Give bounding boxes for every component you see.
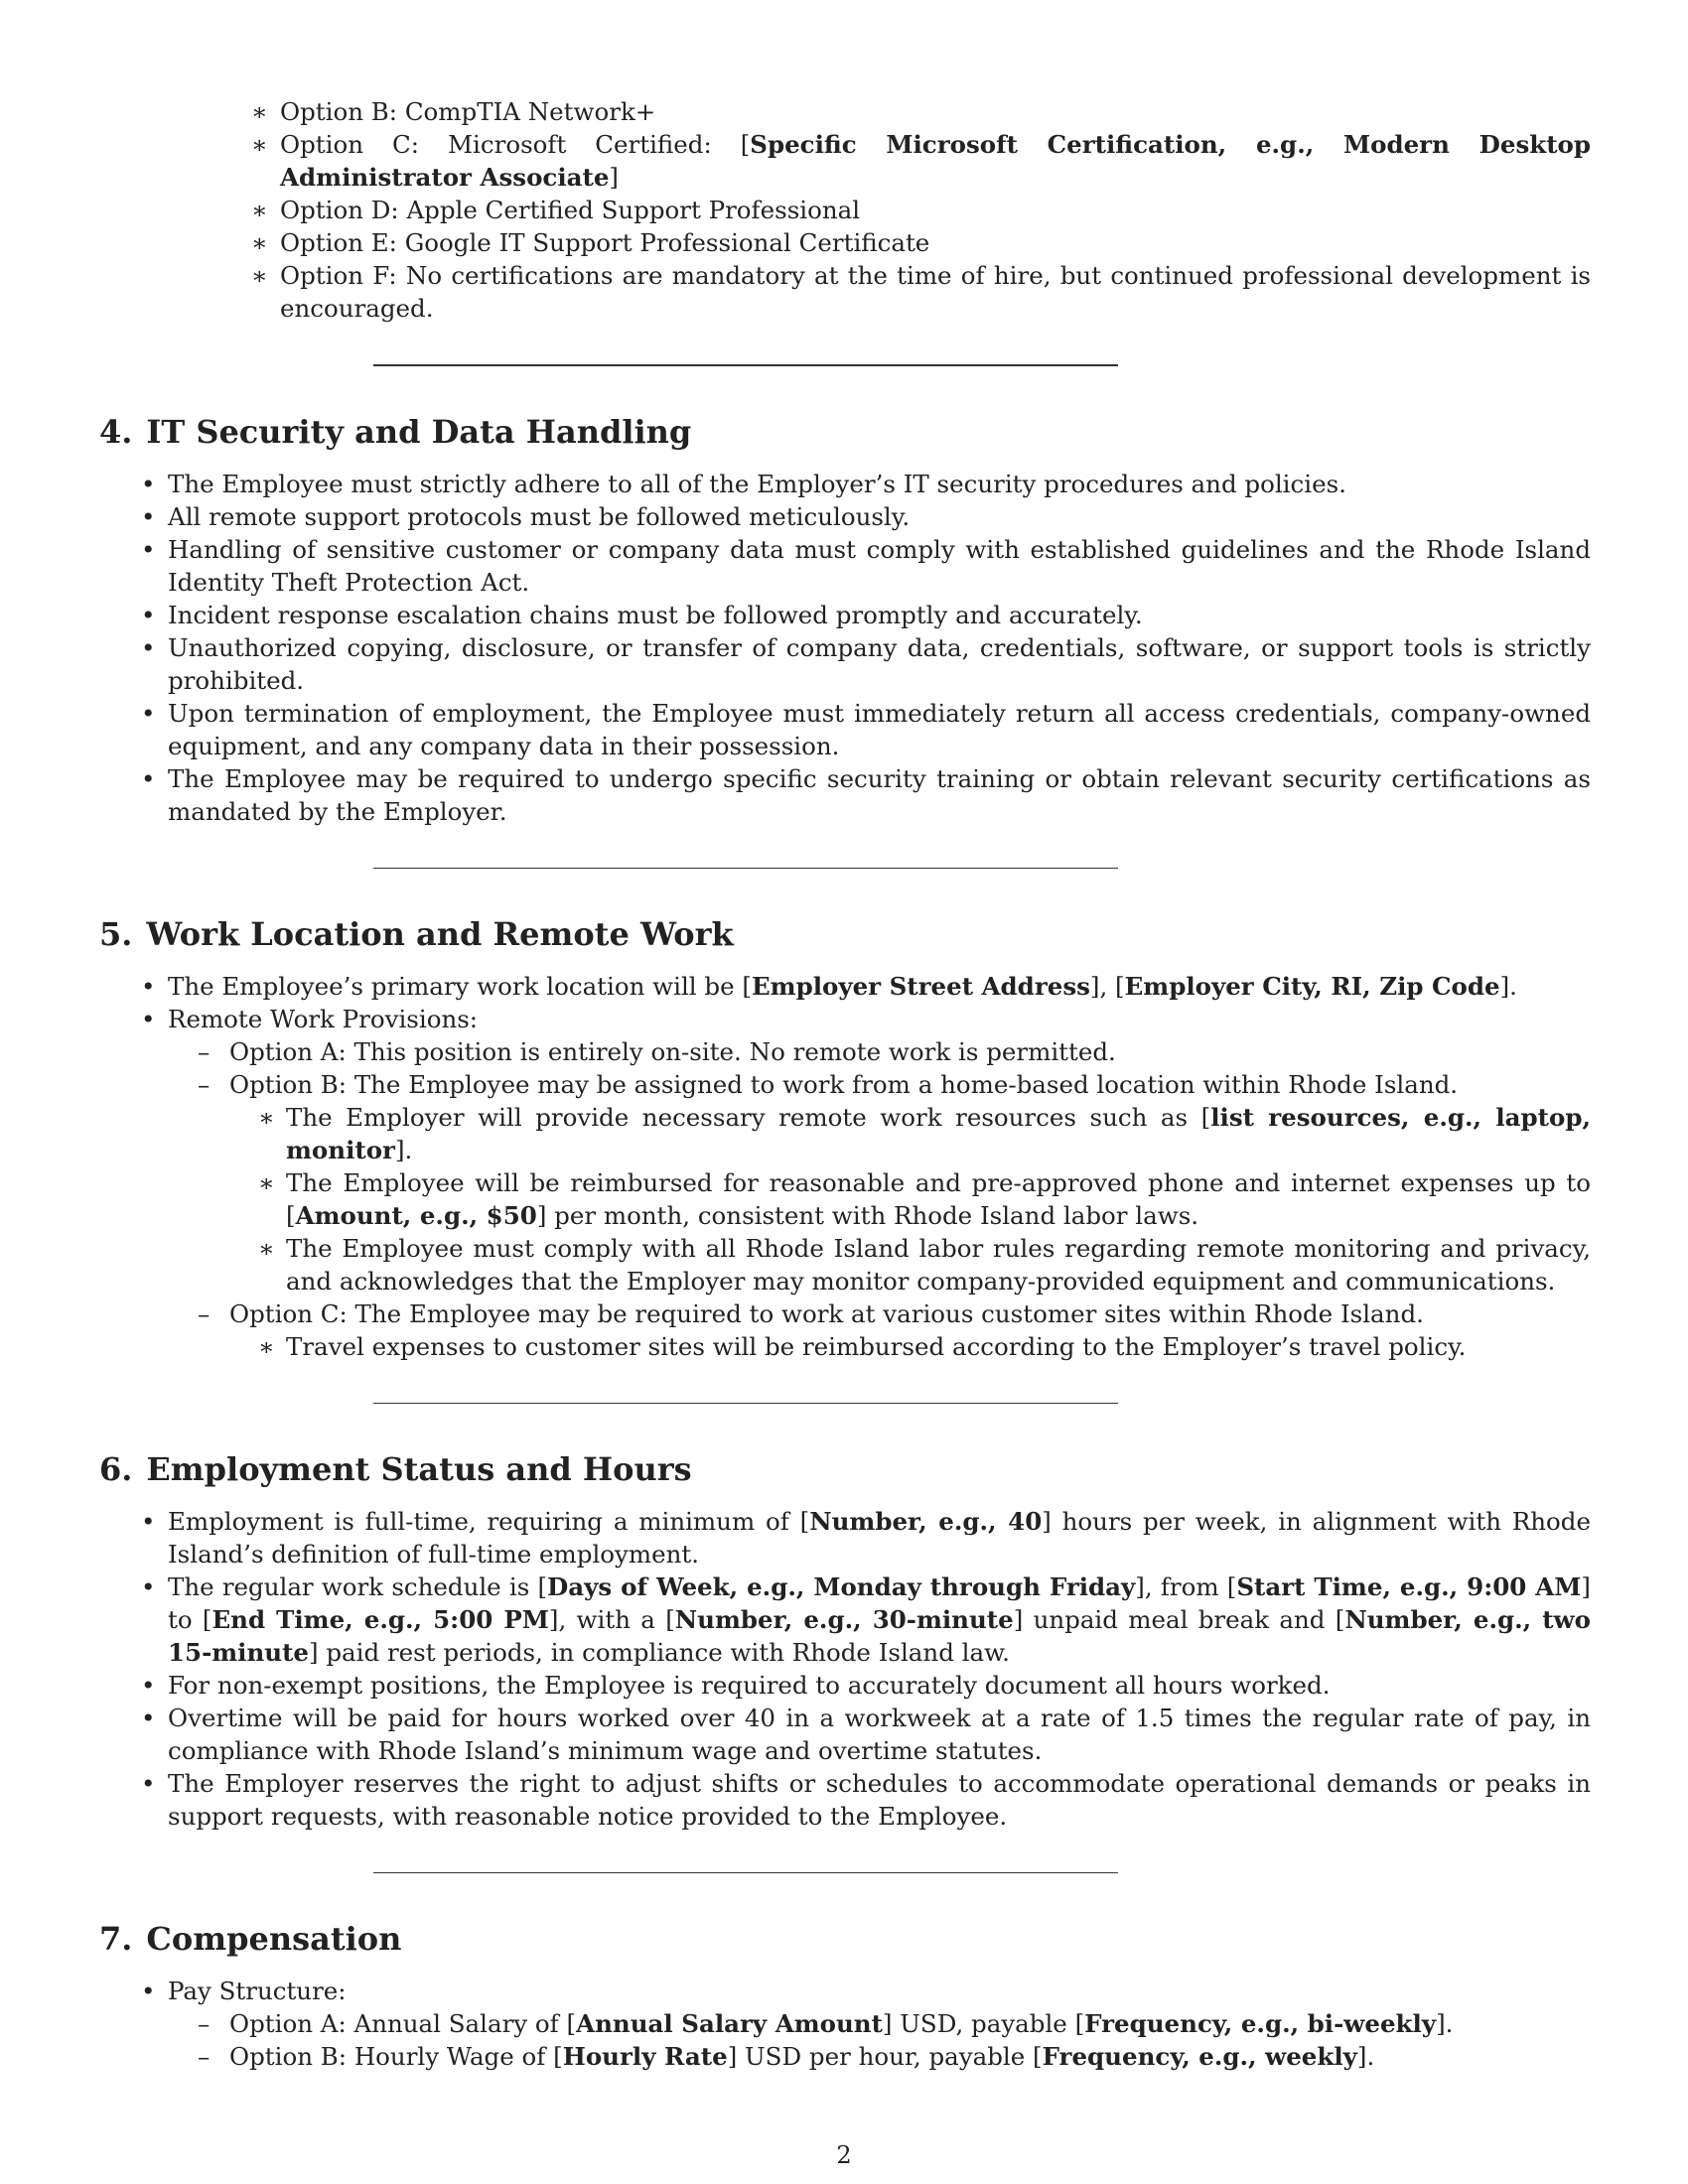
- page-number: 2: [836, 2141, 852, 2169]
- section-title: IT Security and Data Handling: [146, 413, 692, 451]
- text: Option C: The Employee may be required to work at various customer sites within Rhode Island.: [229, 1299, 1424, 1328]
- placeholder-bold: list resources, e.g., laptop, monitor: [286, 1103, 1591, 1164]
- text: ] USD, payable [: [882, 2009, 1085, 2038]
- placeholder-bold: Number, e.g., 40: [809, 1507, 1043, 1536]
- list-item: [99, 1003, 1591, 1363]
- text: Option A: Annual Salary of [: [229, 2009, 577, 2038]
- option-text: Option F: No certifications are mandatory at the time of hire, but continued professional development is encouraged.: [280, 261, 1591, 323]
- text: Pay Structure:: [168, 1977, 347, 2005]
- text: ], [: [1089, 972, 1125, 1001]
- placeholder-bold: Employer City, RI, Zip Code: [1124, 972, 1500, 1001]
- section-divider: [373, 1403, 1118, 1404]
- placeholder-bold: Amount, e.g., $50: [295, 1201, 537, 1230]
- text: ] unpaid meal break and [: [1013, 1605, 1345, 1634]
- section-divider: [373, 364, 1118, 366]
- certification-options-list: [99, 95, 1591, 325]
- list-item: [99, 1975, 1591, 2073]
- section-divider: [373, 868, 1118, 869]
- list-item: • All remote support protocols must be followed meticulously.: [99, 500, 1591, 533]
- option-b-sublist: [229, 1101, 1591, 1297]
- list-item: [99, 259, 1591, 325]
- text: Remote Work Provisions:: [168, 1005, 479, 1033]
- placeholder-bold: End Time, e.g., 5:00 PM: [211, 1605, 549, 1634]
- option-text-after: ]: [609, 163, 619, 192]
- text: ] paid rest periods, in compliance with Rhode Island law.: [309, 1638, 1010, 1667]
- list-item: [168, 2040, 1591, 2073]
- list-item: ∗ Travel expenses to customer sites will be reimbursed according to the Employer’s travel policy.: [229, 1330, 1591, 1363]
- list-item: – Option A: This position is entirely on-site. No remote work is permitted.: [168, 1035, 1591, 1068]
- text: The Employer will provide necessary remote work resources such as [: [286, 1103, 1211, 1132]
- list-item: • Upon termination of employment, the Employee must immediately return all access credentials, company-owned equipment, and any company data in their possession.: [99, 697, 1591, 762]
- list-item: • The Employer reserves the right to adjust shifts or schedules to accommodate operational demands or peaks in support requests, with reasonable notice provided to the Employee.: [99, 1767, 1591, 1833]
- placeholder-bold: Frequency, e.g., weekly: [1042, 2042, 1357, 2071]
- list-item: • Incident response escalation chains must be followed promptly and accurately.: [99, 599, 1591, 631]
- option-text: Option C: Microsoft Certified: [: [280, 130, 751, 159]
- list-item: • The Employee may be required to undergo specific security training or obtain relevant security certifications as mandated by the Employer.: [99, 762, 1591, 828]
- placeholder-bold: Specific Microsoft Certification, e.g., Modern Desktop Administrator Associate: [280, 130, 1592, 192]
- text: ] to [: [168, 1572, 1591, 1634]
- text: Option B: The Employee may be assigned to work from a home-based location within Rhode Island.: [229, 1070, 1459, 1099]
- option-text: Option B: CompTIA Network+: [280, 97, 656, 126]
- list-item: [99, 1570, 1591, 1669]
- list-item: [99, 970, 1591, 1003]
- section6-list: [99, 1505, 1591, 1833]
- section-heading: [99, 1919, 1591, 1959]
- list-item: • For non-exempt positions, the Employee is required to accurately document all hours worked.: [99, 1669, 1591, 1702]
- placeholder-bold: Frequency, e.g., bi-weekly: [1084, 2009, 1437, 2038]
- placeholder-bold: Employer Street Address: [751, 972, 1090, 1001]
- list-item: [229, 1101, 1591, 1166]
- section-title: Work Location and Remote Work: [146, 915, 734, 953]
- list-item: [229, 1166, 1591, 1232]
- placeholder-bold: Number, e.g., two 15-minute: [168, 1605, 1591, 1667]
- list-item: [99, 128, 1591, 194]
- text: ].: [394, 1136, 413, 1164]
- section-title: Compensation: [146, 1920, 402, 1958]
- option-text: Option E: Google IT Support Professional Certificate: [280, 228, 930, 257]
- section5-list: [99, 970, 1591, 1363]
- section-divider: [373, 1872, 1118, 1873]
- text: Employment is full-time, requiring a minimum of [: [168, 1507, 810, 1536]
- list-item: ∗ The Employee must comply with all Rhode Island labor rules regarding remote monitoring and privacy, and acknowledges that the Employer may monitor company-provided equipment and communications.: [229, 1232, 1591, 1297]
- text: ].: [1499, 972, 1517, 1001]
- text: ].: [1436, 2009, 1454, 2038]
- section4-list: [99, 468, 1591, 828]
- list-item: • Overtime will be paid for hours worked over 40 in a workweek at a rate of 1.5 times the regular rate of pay, in compliance with Rhode Island’s minimum wage and overtime statutes.: [99, 1702, 1591, 1767]
- section-number: 4.: [99, 413, 133, 451]
- section-number: 7.: [99, 1920, 133, 1958]
- option-c-sublist: [229, 1330, 1591, 1363]
- section-number: 6.: [99, 1450, 133, 1488]
- list-item: [99, 194, 1591, 226]
- placeholder-bold: Start Time, e.g., 9:00 AM: [1236, 1572, 1582, 1601]
- placeholder-bold: Hourly Rate: [562, 2042, 728, 2071]
- placeholder-bold: Number, e.g., 30-minute: [674, 1605, 1014, 1634]
- list-item: • The Employee must strictly adhere to all of the Employer’s IT security procedures and policies.: [99, 468, 1591, 500]
- text: ], with a [: [548, 1605, 675, 1634]
- document-page: [99, 95, 1591, 2073]
- text: ], from [: [1135, 1572, 1237, 1601]
- list-item: [168, 2007, 1591, 2040]
- pay-options-list: [168, 2007, 1591, 2073]
- section-number: 5.: [99, 915, 133, 953]
- text: ] per month, consistent with Rhode Island labor laws.: [536, 1201, 1199, 1230]
- placeholder-bold: Annual Salary Amount: [576, 2009, 883, 2038]
- list-item: [168, 1068, 1591, 1297]
- list-item: [99, 1505, 1591, 1570]
- list-item: [99, 95, 1591, 128]
- text: ] hours per week, in alignment with Rhode Island’s definition of full-time employment.: [168, 1507, 1591, 1569]
- list-item: [168, 1297, 1591, 1363]
- list-item: • Unauthorized copying, disclosure, or transfer of company data, credentials, software, or support tools is strictly prohibited.: [99, 631, 1591, 697]
- list-item: • Handling of sensitive customer or company data must comply with established guidelines and the Rhode Island Identity Theft Protection Act.: [99, 533, 1591, 599]
- section-title: Employment Status and Hours: [146, 1450, 692, 1488]
- section7-list: [99, 1975, 1591, 2073]
- list-item: [99, 226, 1591, 259]
- section-heading: [99, 914, 1591, 954]
- section-heading: [99, 1449, 1591, 1489]
- text: ] USD per hour, payable [: [727, 2042, 1043, 2071]
- text: The regular work schedule is [: [168, 1572, 548, 1601]
- section-heading: [99, 412, 1591, 452]
- remote-options-list: [168, 1035, 1591, 1363]
- text: ].: [1356, 2042, 1375, 2071]
- text: The Employee will be reimbursed for reasonable and pre-approved phone and internet expenses up to [: [286, 1168, 1591, 1230]
- text: The Employee’s primary work location will be [: [168, 972, 752, 1001]
- text: Option B: Hourly Wage of [: [229, 2042, 563, 2071]
- option-text: Option D: Apple Certified Support Professional: [280, 196, 861, 224]
- placeholder-bold: Days of Week, e.g., Monday through Friday: [547, 1572, 1136, 1601]
